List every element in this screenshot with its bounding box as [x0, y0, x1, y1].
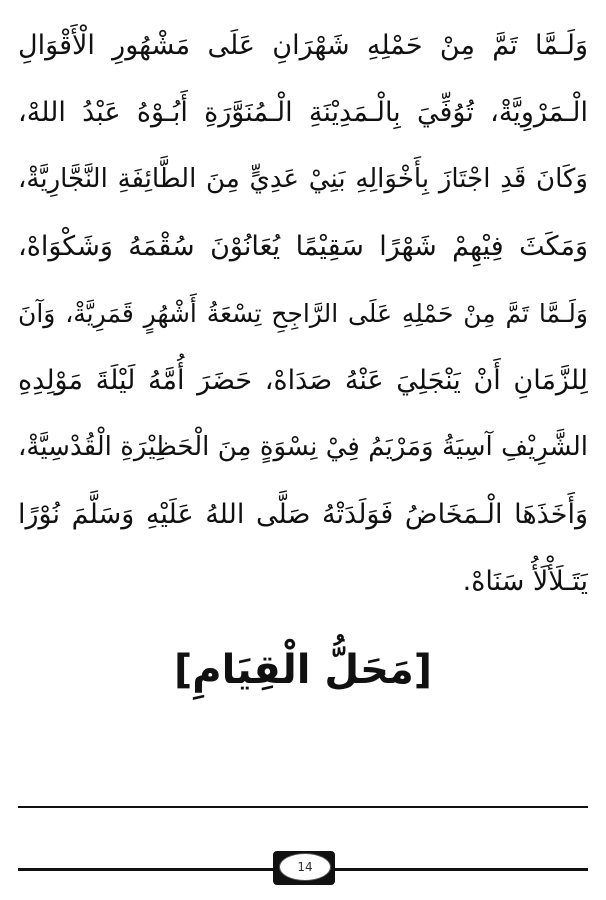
text-line-1: وَلَـمَّا تَمَّ مِنْ حَمْلِهِ شَهْرَانِ عَلَى مَشْهُورِ الْأَقْوَالِ: [18, 30, 588, 61]
text-line-7: الشَّرِيْفِ آسِيَةُ وَمَرْيَمُ فِيْ نِسْوَةٍ مِنَ الْحَظِيْرَةِ الْقُدْسِيَّةْ،: [18, 432, 588, 462]
text-line-6: لِلزَّمَانِ أَنْ يَنْجَلِيَ عَنْهُ صَدَاهْ، حَضَرَ أُمَّهُ لَيْلَةَ مَوْلِدِهِ: [18, 365, 588, 396]
text-line-3: وَكَانَ قَدِ اجْتَازَ بِأَخْوَالِهِ بَنِيْ عَدِيٍّ مِنَ الطَّائِفَةِ النَّجَّارِيَّةْ،: [18, 164, 588, 194]
footer-divider-top: [18, 806, 588, 808]
page-number: 14: [279, 853, 331, 881]
section-heading: [مَحَلُّ الْقِيَامِ]: [174, 647, 432, 693]
body-text: [18, 12, 588, 615]
text-line-5: وَلَـمَّا تَمَّ مِنْ حَمْلِهِ عَلَى الرَّاجِحِ تِسْعَةُ أَشْهُرٍ قَمَرِيَّةْ، وَآنَ: [18, 299, 588, 328]
text-line-8: وَأَخَذَهَا الْـمَخَاضُ فَوَلَدَتْهُ صَلَّى اللهُ عَلَيْهِ وَسَلَّمَ نُوْرًا: [18, 499, 588, 530]
text-line-4: وَمَكَثَ فِيْهِمْ شَهْرًا سَقِيْمًا يُعَانُوْنَ سُقْمَهُ وَشَكْوَاهْ،: [18, 231, 588, 262]
text-line-2: الْـمَرْوِيَّةْ، تُوُفِّيَ بِالْـمَدِيْنَةِ الْـمُنَوَّرَةِ أَبُـوْهُ عَبْدُ اللهْ،: [18, 97, 588, 128]
text-line-9: يَتَـلَأْلَأُ سَنَاهْ.: [462, 566, 588, 597]
